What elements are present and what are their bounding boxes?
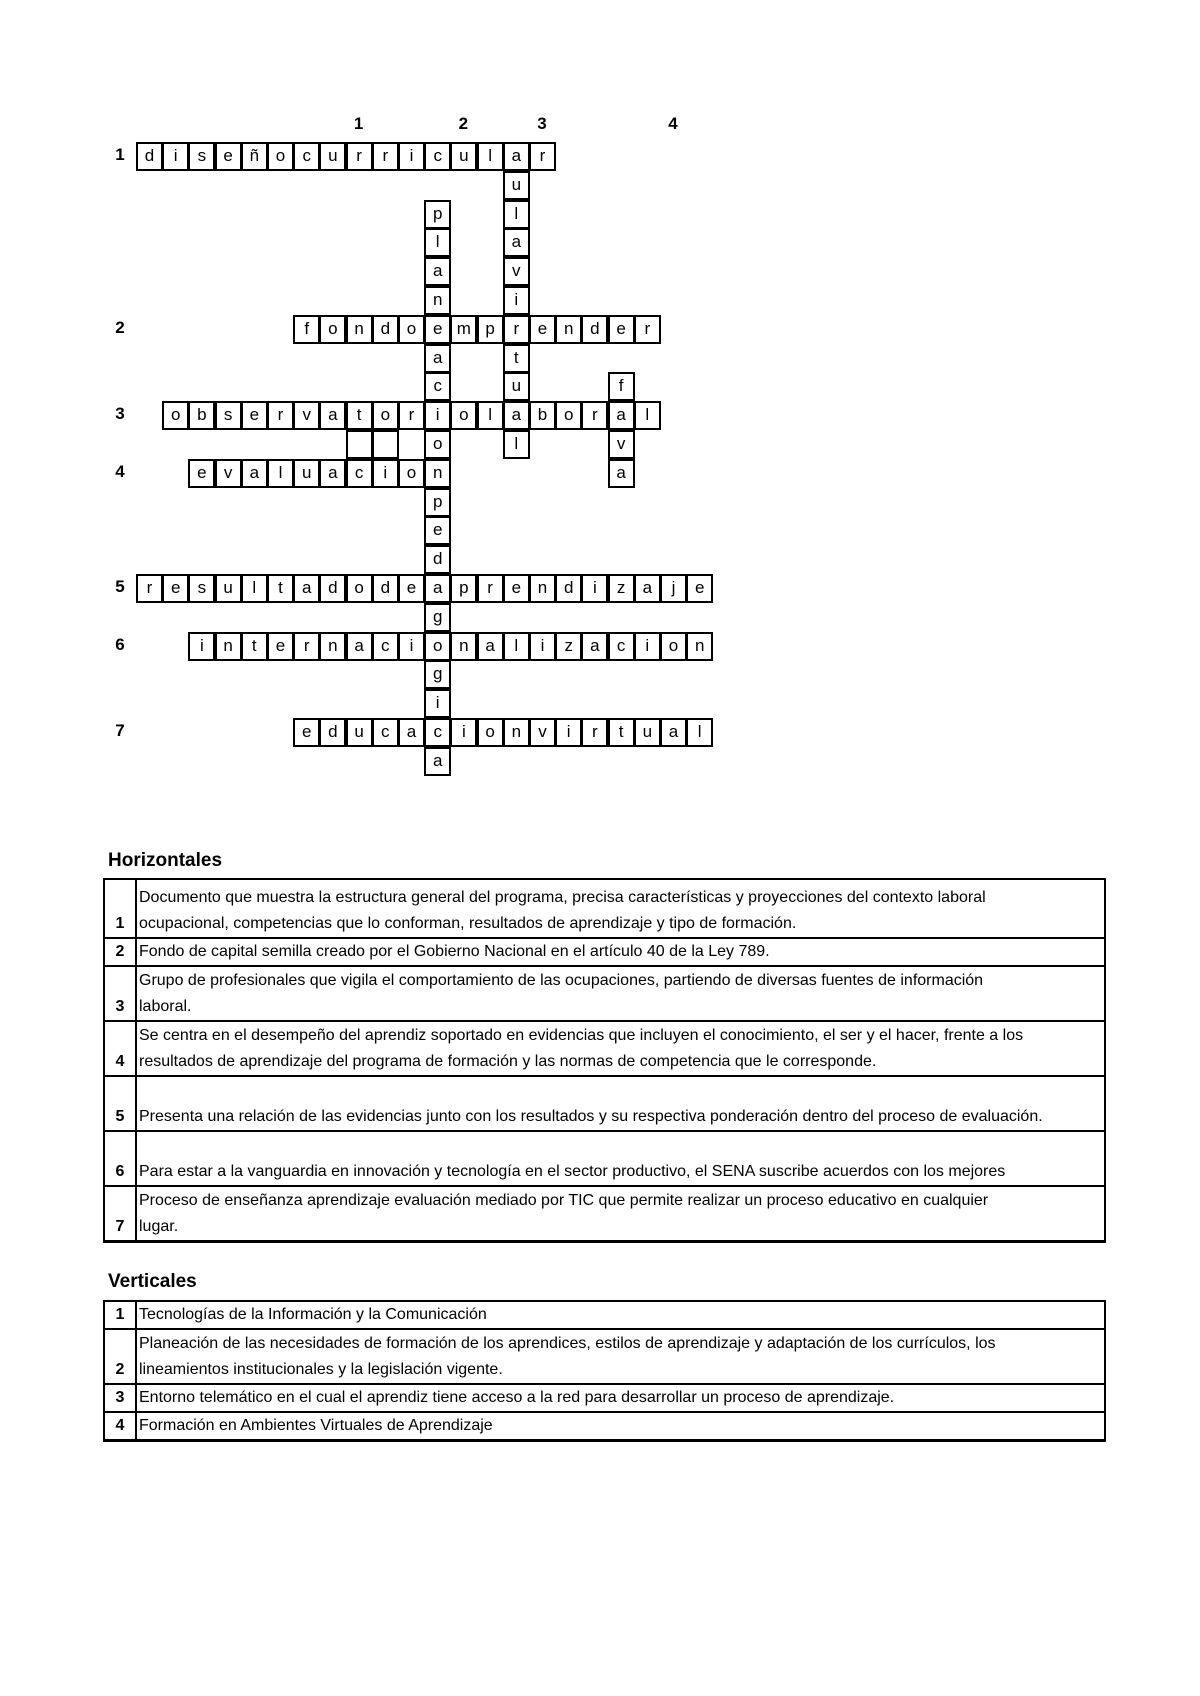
crossword-cell[interactable]: i	[450, 718, 477, 747]
column-number: 2	[458, 114, 469, 133]
crossword-cell[interactable]: e	[162, 574, 189, 603]
crossword-cell[interactable]: d	[319, 574, 346, 603]
clue-text	[136, 1412, 1105, 1441]
crossword-cell[interactable]: e	[503, 574, 530, 603]
crossword-cell[interactable]: n	[686, 632, 713, 661]
row-number: 1	[115, 145, 125, 164]
clue-row	[104, 1131, 1105, 1186]
clue-number: 2	[104, 1329, 136, 1384]
crossword-cell[interactable]: i	[372, 459, 399, 488]
crossword-cell[interactable]: j	[660, 574, 687, 603]
crossword-cell[interactable]: v	[215, 459, 242, 488]
crossword-cell[interactable]: a	[608, 459, 635, 488]
crossword-cell[interactable]: d	[136, 142, 163, 171]
row-number: 6	[115, 634, 125, 654]
crossword-cell[interactable]: i	[555, 718, 582, 747]
crossword-cell[interactable]: i	[581, 574, 608, 603]
crossword-cell[interactable]: l	[503, 632, 530, 661]
crossword-cell[interactable]: e	[686, 574, 713, 603]
clue-text	[136, 938, 1105, 966]
crossword-cell[interactable]: d	[372, 574, 399, 603]
crossword-cell[interactable]: a	[398, 718, 425, 747]
crossword-cell[interactable]: n	[346, 315, 373, 344]
crossword-cell[interactable]: b	[529, 401, 556, 430]
column-number: 1	[353, 114, 364, 133]
clue-text	[136, 1301, 1105, 1329]
crossword-cell[interactable]: i	[529, 632, 556, 661]
clue-line: Se centra en el desempeño del aprendiz soportado en evidencias que incluyen el conocimiento, el ser y el hacer, frente a los	[139, 1027, 1024, 1044]
clue-number: 6	[104, 1131, 136, 1186]
crossword-cell[interactable]: l	[503, 200, 530, 229]
clue-line: Tecnologías de la Información y la Comunicación	[139, 1306, 487, 1323]
crossword-cell[interactable]: n	[424, 459, 451, 488]
row-number: 4	[115, 461, 125, 481]
clue-line: lugar.	[139, 1217, 179, 1235]
row-number: 7	[115, 721, 125, 740]
clue-row	[104, 938, 1105, 966]
crossword-cell[interactable]: v	[293, 401, 320, 430]
crossword-cell[interactable]: l	[241, 574, 268, 603]
crossword-cell[interactable]: i	[162, 142, 189, 171]
crossword-cell[interactable]: a	[293, 574, 320, 603]
clue-number: 5	[104, 1076, 136, 1131]
crossword-cell[interactable]: o	[398, 459, 425, 488]
crossword-cell[interactable]: s	[188, 574, 215, 603]
crossword-cell[interactable]: g	[424, 660, 451, 689]
crossword-cell[interactable]: n	[319, 632, 346, 661]
crossword-cell[interactable]: u	[450, 142, 477, 171]
crossword-cell[interactable]: u	[634, 718, 661, 747]
clue-row	[104, 1076, 1105, 1131]
column-number: 4	[668, 114, 678, 133]
clue-text	[136, 879, 1105, 938]
crossword-cell[interactable]: m	[450, 315, 477, 344]
crossword-cell[interactable]: ñ	[241, 142, 268, 171]
verticales-clue-table	[103, 1300, 1106, 1442]
crossword-cell[interactable]: r	[581, 401, 608, 430]
clue-number: 2	[104, 938, 136, 966]
clue-line: Documento que muestra la estructura general del programa, precisa características y proyecciones del contexto laboral	[139, 889, 986, 906]
crossword-cell[interactable]: r	[581, 718, 608, 747]
crossword-cell[interactable]: c	[424, 372, 451, 401]
crossword-cell[interactable]: d	[555, 574, 582, 603]
crossword-cell[interactable]: c	[372, 718, 399, 747]
crossword-cell[interactable]: r	[346, 142, 373, 171]
crossword-cell[interactable]: t	[346, 401, 373, 430]
clue-number: 4	[104, 1412, 136, 1441]
crossword-cell[interactable]: f	[608, 372, 635, 401]
crossword-cell[interactable]: u	[503, 171, 530, 200]
crossword-cell[interactable]: p	[424, 200, 451, 229]
crossword-cell[interactable]: c	[293, 142, 320, 171]
crossword-cell[interactable]: r	[372, 142, 399, 171]
clue-number: 7	[104, 1186, 136, 1241]
verticales-heading: Verticales	[108, 1271, 197, 1292]
clue-line: Grupo de profesionales que vigila el comportamiento de las ocupaciones, partiendo de diversas fuentes de información	[139, 972, 984, 989]
crossword-cell[interactable]: u	[293, 459, 320, 488]
clue-text	[136, 1131, 1105, 1186]
clue-row	[104, 1412, 1105, 1441]
clue-number: 3	[104, 966, 136, 1021]
clue-line: Planeación de las necesidades de formación de los aprendices, estilos de aprendizaje y adaptación de los currículos, los	[139, 1335, 996, 1352]
crossword-cell[interactable]: a	[319, 401, 346, 430]
crossword-cell[interactable]: l	[477, 142, 504, 171]
clue-text	[136, 1384, 1105, 1412]
clue-line: resultados de aprendizaje del programa de formación y las normas de competencia que le corresponde.	[139, 1053, 877, 1070]
crossword-cell[interactable]: e	[267, 632, 294, 661]
crossword-cell[interactable]: g	[424, 603, 451, 632]
crossword-cell[interactable]: o	[477, 718, 504, 747]
clue-number: 1	[104, 1301, 136, 1329]
row-number: 5	[115, 577, 125, 596]
crossword-cell[interactable]: o	[398, 315, 425, 344]
crossword-cell[interactable]: a	[319, 459, 346, 488]
crossword-cell[interactable]: u	[346, 718, 373, 747]
crossword-cell[interactable]: o	[162, 401, 189, 430]
clue-line: laboral.	[139, 998, 192, 1015]
crossword-cell[interactable]: e	[188, 459, 215, 488]
crossword-cell[interactable]: o	[555, 401, 582, 430]
crossword-cell[interactable]: e	[424, 516, 451, 545]
crossword-cell[interactable]: o	[450, 401, 477, 430]
crossword-cell[interactable]: r	[293, 632, 320, 661]
crossword-cell[interactable]: p	[424, 488, 451, 517]
crossword-cell[interactable]: o	[424, 430, 451, 459]
crossword-cell[interactable]: z	[555, 632, 582, 661]
crossword-cell[interactable]: v	[503, 257, 530, 286]
crossword-cell[interactable]: r	[529, 142, 556, 171]
crossword-cell[interactable]: r	[503, 315, 530, 344]
clue-number: 1	[104, 879, 136, 938]
crossword-cell[interactable]: l	[503, 430, 530, 459]
clue-row	[104, 1301, 1105, 1329]
crossword-cell[interactable]: b	[188, 401, 215, 430]
clue-number: 3	[104, 1384, 136, 1412]
column-number: 3	[537, 114, 547, 133]
crossword-cell[interactable]: r	[398, 401, 425, 430]
crossword-cell[interactable]: t	[503, 344, 530, 373]
crossword-cell[interactable]: e	[424, 315, 451, 344]
clue-text	[136, 1021, 1105, 1076]
crossword-cell[interactable]: i	[188, 632, 215, 661]
crossword-cell[interactable]: v	[608, 430, 635, 459]
empty-cell[interactable]	[372, 430, 399, 459]
crossword-cell[interactable]: a	[660, 718, 687, 747]
crossword-cell[interactable]: p	[477, 315, 504, 344]
crossword-cell[interactable]: n	[529, 574, 556, 603]
clue-line: Formación en Ambientes Virtuales de Aprendizaje	[139, 1417, 493, 1434]
crossword-cell[interactable]: c	[608, 632, 635, 661]
crossword-cell[interactable]: e	[293, 718, 320, 747]
crossword-cell[interactable]: d	[319, 718, 346, 747]
clue-line: Proceso de enseñanza aprendizaje evaluación mediado por TIC que permite realizar un proceso educativo en cualquier	[139, 1191, 989, 1209]
crossword-cell[interactable]: l	[424, 228, 451, 257]
clue-row	[104, 1186, 1105, 1241]
clue-text	[136, 1186, 1105, 1241]
crossword-cell[interactable]: a	[241, 459, 268, 488]
clue-line: Presenta una relación de las evidencias junto con los resultados y su respectiva ponderación dentro del proceso de evaluación.	[139, 1108, 1043, 1125]
crossword-cell[interactable]: r	[634, 315, 661, 344]
crossword-cell[interactable]: a	[581, 632, 608, 661]
clue-text	[136, 966, 1105, 1021]
clue-row	[104, 1021, 1105, 1076]
crossword-cell[interactable]: c	[424, 142, 451, 171]
crossword-cell[interactable]: u	[215, 574, 242, 603]
crossword-cell[interactable]: o	[267, 142, 294, 171]
crossword-cell[interactable]: e	[529, 315, 556, 344]
crossword-cell[interactable]: l	[634, 401, 661, 430]
crossword-cell[interactable]: v	[529, 718, 556, 747]
clue-line: Para estar a la vanguardia en innovación y tecnología en el sector productivo, el SENA suscribe acuerdos con los mejores	[139, 1163, 1006, 1180]
crossword-cell[interactable]: i	[398, 632, 425, 661]
crossword-cell[interactable]: l	[477, 401, 504, 430]
crossword-cell[interactable]: d	[372, 315, 399, 344]
crossword-cell[interactable]: n	[555, 315, 582, 344]
crossword-cell[interactable]: o	[424, 632, 451, 661]
row-number: 3	[115, 404, 125, 424]
crossword-cell[interactable]: p	[450, 574, 477, 603]
crossword-cell[interactable]: e	[608, 315, 635, 344]
crossword-cell[interactable]: l	[267, 459, 294, 488]
crossword-cell[interactable]: u	[319, 142, 346, 171]
crossword-cell[interactable]: t	[608, 718, 635, 747]
crossword-cell[interactable]: o	[319, 315, 346, 344]
crossword-cell[interactable]: s	[188, 142, 215, 171]
clue-line: Entorno telemático en el cual el aprendiz tiene acceso a la red para desarrollar un proceso de aprendizaje.	[139, 1389, 895, 1406]
row-number: 2	[115, 317, 125, 337]
crossword-cell[interactable]: a	[634, 574, 661, 603]
crossword-cell[interactable]: a	[477, 632, 504, 661]
crossword-cell[interactable]: e	[215, 142, 242, 171]
crossword-cell[interactable]: c	[346, 459, 373, 488]
crossword-cell[interactable]: i	[398, 142, 425, 171]
crossword-cell[interactable]: u	[503, 372, 530, 401]
crossword-cell[interactable]: e	[398, 574, 425, 603]
crossword-cell[interactable]: o	[660, 632, 687, 661]
crossword-cell[interactable]: a	[608, 401, 635, 430]
crossword-cell[interactable]: l	[686, 718, 713, 747]
crossword-cell[interactable]: d	[424, 545, 451, 574]
crossword-cell[interactable]: a	[503, 401, 530, 430]
crossword-cell[interactable]: o	[346, 574, 373, 603]
crossword-cell[interactable]: n	[215, 632, 242, 661]
crossword-cell[interactable]: e	[241, 401, 268, 430]
crossword-cell[interactable]: n	[503, 718, 530, 747]
crossword-cell[interactable]: a	[346, 632, 373, 661]
crossword-cell[interactable]: a	[424, 257, 451, 286]
clue-row	[104, 966, 1105, 1021]
crossword-cell[interactable]: a	[424, 747, 451, 776]
crossword-cell[interactable]: f	[293, 315, 320, 344]
empty-cell[interactable]	[346, 430, 373, 459]
crossword-cell[interactable]: t	[267, 574, 294, 603]
horizontales-clue-table	[103, 878, 1106, 1243]
crossword-cell[interactable]: r	[267, 401, 294, 430]
clue-line: lineamientos institucionales y la legislación vigente.	[139, 1361, 503, 1378]
crossword-cell[interactable]: r	[477, 574, 504, 603]
crossword-cell[interactable]: r	[136, 574, 163, 603]
crossword-cell[interactable]: n	[424, 286, 451, 315]
crossword-cell[interactable]: a	[424, 344, 451, 373]
crossword-cell[interactable]: i	[424, 401, 451, 430]
clue-row	[104, 879, 1105, 938]
crossword-cell[interactable]: t	[241, 632, 268, 661]
crossword-cell[interactable]: d	[581, 315, 608, 344]
crossword-cell[interactable]: z	[608, 574, 635, 603]
crossword-cell[interactable]: a	[424, 574, 451, 603]
clue-text	[136, 1329, 1105, 1384]
clue-line: Fondo de capital semilla creado por el Gobierno Nacional en el artículo 40 de la Ley 789.	[139, 943, 770, 960]
crossword-cell[interactable]: a	[503, 228, 530, 257]
clue-number: 4	[104, 1021, 136, 1076]
crossword-cell[interactable]: c	[372, 632, 399, 661]
crossword-cell[interactable]: s	[215, 401, 242, 430]
clue-line: ocupacional, competencias que lo conforman, resultados de aprendizaje y tipo de formación.	[139, 915, 797, 932]
clue-row	[104, 1384, 1105, 1412]
crossword-cell[interactable]: i	[424, 689, 451, 718]
crossword-cell[interactable]: o	[372, 401, 399, 430]
crossword-cell[interactable]: n	[450, 632, 477, 661]
clue-text	[136, 1076, 1105, 1131]
clue-row	[104, 1329, 1105, 1384]
horizontales-heading: Horizontales	[108, 850, 223, 871]
crossword-cell[interactable]: i	[503, 286, 530, 315]
crossword-cell[interactable]: c	[424, 718, 451, 747]
crossword-cell[interactable]: a	[503, 142, 530, 171]
crossword-cell[interactable]: i	[634, 632, 661, 661]
